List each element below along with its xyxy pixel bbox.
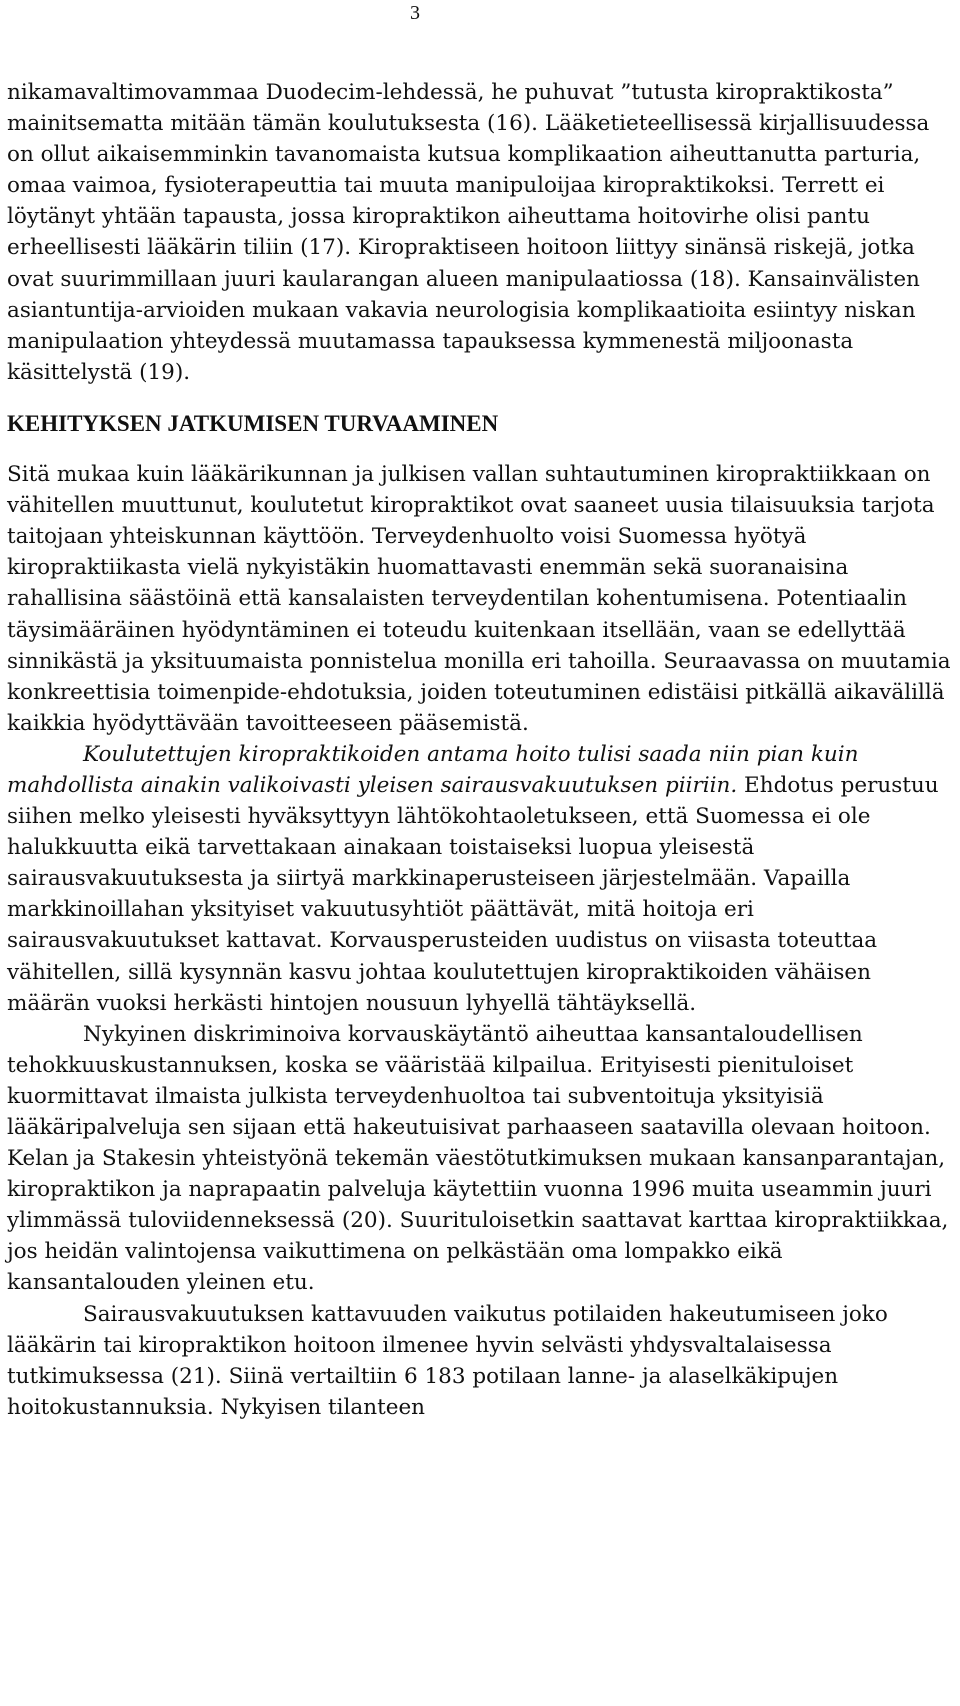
section-heading: KEHITYKSEN JATKUMISEN TURVAAMINEN bbox=[7, 410, 499, 436]
page-number: 3 bbox=[410, 2, 420, 24]
paragraph bbox=[7, 739, 957, 1019]
body-text bbox=[7, 77, 957, 1423]
paragraph: Nykyinen diskriminoiva korvauskäytäntö aiheuttaa kansantaloudellisen tehokkuuskustannuksen, koska se vääristää kilpailua. Erityisesti pienituloiset kuormittavat ilmaista julkista terveydenhuoltoa tai subventoituja yksityisiä lääkäripalveluja sen sijaan että hakeutuisivat parhaaseen saatavilla olevaan hoitoon. Kelan ja Stakesin yhteistyönä tekemän väestötutkimuksen mukaan kansanparantajan, kiropraktikon ja naprapaatin palveluja käytettiin vuonna 1996 muita useammin juuri ylimmässä tuloviidenneksessä (20). Suurituloisetkin saattavat karttaa kiropraktiikkaa, jos heidän valintojensa vaikuttimena on pelkästään oma lompakko eikä kansantalouden yleinen etu. bbox=[7, 1021, 949, 1296]
paragraph: Sitä mukaa kuin lääkärikunnan ja julkisen vallan suhtautuminen kiropraktiikkaan on vähitellen muuttunut, koulutetut kiropraktikot ovat saaneet uusia tilaisuuksia tarjota taitojaan yhteiskunnan käyttöön. Terveydenhuolto voisi Suomessa hyötyä kiropraktiikasta vielä nykyistäkin huomattavasti enemmän sekä suoranaisina rahallisina säästöinä että kansalaisten terveydentilan kohentumisena. Potentiaalin täysimääräinen hyödyntäminen ei toteudu kuitenkaan itsellään, vaan se edellyttää sinnikästä ja yksituumaista ponnistelua monilla eri tahoilla. Seuraavassa on muutamia konkreettisia toimenpide-ehdotuksia, joiden toteutuminen edistäisi pitkällä aikavälillä kaikkia hyödyttävään tavoitteeseen pääsemistä. bbox=[7, 462, 951, 736]
paragraph-text: Ehdotus perustuu siihen melko yleisesti hyväksyttyyn lähtökohtaoletukseen, että Suomessa ei ole halukkuutta eikä tarvettakaan ainakaan toistaiseksi luopua yleisestä sairausvakuutuksesta ja siirtyä markkinaperusteiseen järjestelmään. Vapailla markkinoillahan yksityiset vakuutusyhtiöt päättävät, mitä hoitoja eri sairausvakuutukset kattavat. Korvausperusteiden uudistus on viisasta toteuttaa vähitellen, sillä kysynnän kasvu johtaa koulutettujen kiropraktikoiden vähäisen määrän vuoksi herkästi hintojen nousuun lyhyellä tähtäyksellä. bbox=[7, 772, 939, 1016]
paragraph: Sairausvakuutuksen kattavuuden vaikutus potilaiden hakeutumiseen joko lääkärin tai kiropraktikon hoitoon ilmenee hyvin selvästi yhdysvaltalaisessa tutkimuksessa (21). Siinä vertailtiin 6 183 potilaan lanne- ja alaselkäkipujen hoitokustannuksia. Nykyisen tilanteen bbox=[7, 1301, 888, 1420]
paragraph: nikamavaltimovammaa Duodecim-lehdessä, he puhuvat ”tutusta kiropraktikosta” mainitsematta mitään tämän koulutuksesta (16). Lääketieteellisessä kirjallisuudessa on ollut aikaisemminkin tavanomaista kutsua komplikaation aiheuttanutta parturia, omaa vaimoa, fysioterapeuttia tai muuta manipuloijaa kiropraktikoksi. Terrett ei löytänyt yhtään tapausta, jossa kiropraktikon aiheuttama hoitovirhe olisi pantu erheellisesti lääkärin tiliin (17). Kiropraktiseen hoitoon liittyy sinänsä riskejä, jotka ovat suurimmillaan juuri kaularangan alueen manipulaatiossa (18). Kansainvälisten asiantuntija-arvioiden mukaan vakavia neurologisia komplikaatioita esiintyy niskan manipulaation yhteydessä muutamassa tapauksessa kymmenestä miljoonasta käsittelystä (19). bbox=[7, 80, 930, 385]
italic-proposal: Koulutettujen kiropraktikoiden antama hoito tulisi saada niin pian kuin mahdollista ainakin valikoivasti yleisen sairausvakuutuksen piiriin. bbox=[7, 741, 859, 798]
